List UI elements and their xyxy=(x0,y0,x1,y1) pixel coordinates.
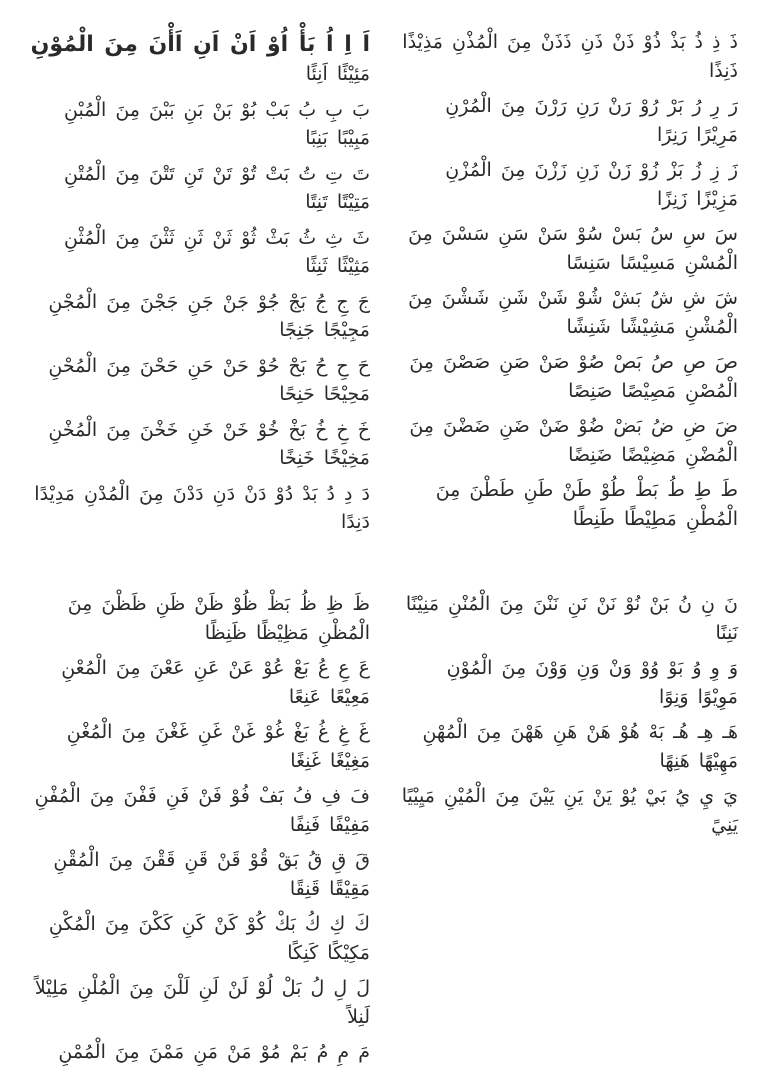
syllable-line-tha: ثَ ثِ ثُ بَثْ ثُوْ ثَنْ ثَنِ ثَثْنَ مِنَ الْمُثْنِ مَثِيْثًا ثَنِثًا xyxy=(64,226,370,277)
syllable-line-fa: فَ فِ فُ بَفْ فُوْ فَنْ فَنِ فَفْنَ مِنَ الْمُفْنِ مَفِيْفًا فَنِفًا xyxy=(34,785,370,836)
syllable-line-dal: دَ دِ دُ بَدْ دُوْ دَنْ دَنِ دَدْنَ مِنَ الْمُدْنِ مَدِيْدًا دَنِدًا xyxy=(34,482,370,533)
column-bottom-right xyxy=(400,590,738,846)
syllable-line-za: ظَ ظِ ظُ بَظْ ظُوْ ظَنْ ظَنِ ظَظْنَ مِنَ الْمُظْنِ مَظِيْظًا ظَنِظًا xyxy=(67,593,370,644)
syllable-line-taa: تَ تِ تُ بَتْ تُوْ تَنْ تَنِ تَتْنَ مِنَ الْمُتْنِ مَتِيْتًا تَنِتًا xyxy=(64,162,370,213)
column-top-right xyxy=(400,28,738,540)
syllable-line-sad: صَ صِ صُ بَصْ صُوْ صَنْ صَنِ صَصْنَ مِنَ الْمُصْنِ مَصِيْصًا صَنِصًا xyxy=(409,351,738,402)
syllable-line-dhal: ذَ ذِ ذُ بَذْ ذُوْ ذَنْ ذَنِ ذَذَنْ مِنَ الْمُذْنِ مَذِيْذًا ذَنِذًا xyxy=(402,31,738,82)
syllable-line-ta: طَ طِ طُ بَطْ طُوْ طَنْ طَنِ طَطْنَ مِنَ الْمُطْنِ مَطِيْطًا طَنِطًا xyxy=(435,479,738,530)
syllable-line-alif: اَ اِ اُ بَأْ اُوْ اَنْ اَنِ اَأْنَ مِنَ الْمُوْنِ xyxy=(30,32,370,57)
syllable-line-shin: شَ شِ شُ بَشْ شُوْ شَنْ شَنِ شَشْنَ مِنَ الْمُشْنِ مَشِيْشًا شَنِشًا xyxy=(408,287,738,338)
syllable-line-qaf: قَ قِ قُ بَقْ قُوْ قَنْ قَنِ قَقْنَ مِنَ الْمُقْنِ مَقِيْقًا قَنِقًا xyxy=(53,849,370,900)
syllable-line-sin: سَ سِ سُ بَسْ سُوْ سَنْ سَنِ سَسْنَ مِنَ الْمُسْنِ مَسِيْسًا سَنِسًا xyxy=(408,223,738,274)
syllable-line-ha: هَـ هِـ هُـ بَهْ هُوْ هَنْ هَنِ هَهْنَ مِنَ الْمُهْنِ مَهِيْهًا هَنِهًا xyxy=(422,721,738,772)
syllable-line-ya: يَ يِ يُ بَيْ يُوْ يَنْ يَنِ يَيْنَ مِنَ الْمُيْنِ مَيِيْيًا يَنِيً xyxy=(401,785,738,836)
syllable-line-dad: ضَ ضِ ضُ بَضْ ضُوْ ضَنْ ضَنِ ضَضْنَ مِنَ الْمُضْنِ مَضِيْضًا ضَنِضًا xyxy=(409,415,738,466)
syllable-line-jim: جَ جِ جُ بَجْ جُوْ جَنْ جَنِ جَجْنَ مِنَ الْمُجْنِ مَجِيْجًا جَنِجًا xyxy=(48,290,370,341)
syllable-line-hha: حَ حِ حُ بَحْ حُوْ حَنْ حَنِ حَحْنَ مِنَ الْمُحْنِ مَحِيْحًا حَنِحًا xyxy=(48,354,370,405)
syllable-line-ba: بَ بِ بُ بَبْ بُوْ بَنْ بَنِ بَبْنَ مِنَ الْمُبْنِ مَبِيْبًا بَنِبًا xyxy=(64,98,370,149)
syllable-line-waw: وَ وِ وُ بَوْ وُوْ وَنْ وَنِ وَوْنَ مِنَ الْمُوْنِ مَوِيْوًا وَنِوًا xyxy=(446,657,738,708)
syllable-line-lam: لَ لِ لُ بَلْ لُوْ لَنْ لَنِ لَلْنَ مِنَ الْمُلْنِ مَلِيْلاً لَنِلاً xyxy=(34,977,370,1028)
syllable-line-nun: نَ نِ نُ بَنْ نُوْ نَنْ نَنِ نَنْنَ مِنَ الْمُنْنِ مَنِيْنًا نَنِنًا xyxy=(405,593,738,644)
syllable-line-ghain: غَ غِ غُ بَغْ غُوْ غَنْ غَنِ غَغْنَ مِنَ الْمُغْنِ مَغِيْغًا غَنِغًا xyxy=(66,721,370,772)
syllable-line-kha: خَ خِ خُ بَخْ خُوْ خَنْ خَنِ خَخْنَ مِنَ الْمُخْنِ مَخِيْخًا خَنِخًا xyxy=(48,418,370,469)
syllable-line-mim: مَ مِ مُ بَمْ مُوْ مَنْ مَنِ مَمْنَ مِنَ الْمُمْنِ xyxy=(58,1041,370,1063)
syllable-line-kaf: كَ كِ كُ بَكْ كُوْ كَنْ كَنِ كَكْنَ مِنَ الْمُكْنِ مَكِيْكًا كَنِكًا xyxy=(48,913,370,964)
column-bottom-left xyxy=(30,590,370,1074)
syllable-line-ra: رَ رِ رُ بَرْ رُوْ رَنْ رَنِ رَرْنَ مِنَ الْمُرْنِ مَرِيْرًا رَنِرًا xyxy=(445,95,738,146)
syllable-line-zay: زَ زِ زُ بَزْ زُوْ زَنْ زَنِ زَزْنَ مِنَ الْمُزْنِ مَزِيْزًا زَنِزًا xyxy=(445,159,738,210)
syllable-line-ain: عَ عِ عُ بَعْ عُوْ عَنْ عَنِ عَعْنَ مِنَ الْمُعْنِ مَعِيْعًا عَنِعًا xyxy=(61,657,370,708)
syllable-line-alif-continued: مَئِيْئًا اَنِئًا xyxy=(305,63,370,85)
column-top-left xyxy=(30,30,370,544)
